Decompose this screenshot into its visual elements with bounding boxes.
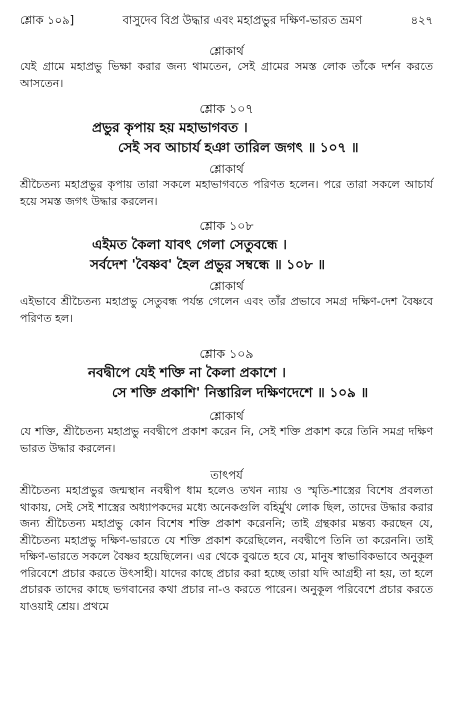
- purport-block: [20, 467, 433, 615]
- translation-text: এইভাবে শ্রীচৈতন্য মহাপ্রভু সেতুবন্ধ পর্যন্ত গেলেন এবং তাঁর প্রভাবে সমগ্র দক্ষিণ-দেশ বৈষ্ণবে পরিণত হল।: [20, 295, 433, 325]
- purport-text: শ্রীচৈতন্য মহাপ্রভুর জন্মস্থান নবদ্বীপ ধাম হলেও তখন ন্যায় ও স্মৃতি-শাস্ত্রের বিশেষ প্রবলতা থাকায়, সেই সেই শাস্ত্রের অধ্যাপকদের মধ্যে অনেকগুলি বহির্মুখ লোক ছিল, তাদের উদ্ধার করার জন্য শ্রীচৈতন্য মহাপ্রভু কোন বিশেষ শক্তি প্রকাশ করেননি; তাই গ্রন্থকার মন্তব্য করছেন যে, শ্রীচৈতন্য মহাপ্রভু দক্ষিণ-ভারতে যে শক্তি প্রকাশ করেছিলেন, নবদ্বীপে তিনি তা করেননি। তাই দক্ষিণ-ভারতে সকলে বৈষ্ণব হয়েছিলেন। এর থেকে বুঝতে হবে যে, মানুষ স্বাভাবিকভাবে অনুকূল পরিবেশে প্রচার করতে উৎসাহী। যাদের কাছে প্রচার করা হচ্ছে তারা যদি আগ্রহী না হয়, তা হলে প্রচারক তাদের কাছে ভগবানের কথা প্রচার না-ও করতে পারেন। অনুকূল পরিবেশে প্রচার করতে যাওয়াই শ্রেয়। প্রথমে: [20, 484, 433, 613]
- header-chapter-title: বাসুদেব বিপ্র উদ্ধার এবং মহাপ্রভুর দক্ষিণ-ভারত ভ্রমণ: [122, 13, 363, 27]
- translation-text: শ্রীচৈতন্য মহাপ্রভুর কৃপায় তারা সকলে মহাভাগবতে পরিণত হলেন। পরে তারা সকলে আচার্য হয়ে সমস্ত জগৎ উদ্ধার করলেন।: [20, 178, 433, 208]
- running-header: [20, 12, 433, 28]
- translation-block-106: [20, 43, 433, 92]
- verse-number: শ্লোক ১০৭: [199, 101, 254, 116]
- purport-heading: তাৎপর্য: [210, 468, 243, 482]
- translation-text: যেই গ্রামে মহাপ্রভু ভিক্ষা করার জন্য থামতেন, সেই গ্রামের সমস্ত লোক তাঁকে দর্শন করতে আসতেন।: [20, 60, 433, 90]
- translation-heading: শ্লোকার্থ: [209, 162, 244, 176]
- verse-number: শ্লোক ১০৯: [199, 346, 254, 361]
- header-verse-ref: শ্লোক ১০৯]: [20, 13, 75, 27]
- verse-number: শ্লোক ১০৮: [199, 218, 254, 233]
- verse-line-2: সেই সব আচার্য হঞা তারিল জগৎ ॥ ১০৭ ॥: [118, 140, 359, 156]
- verse-block-109: [20, 345, 433, 457]
- verse-block-108: [20, 217, 433, 327]
- translation-heading: শ্লোকার্থ: [209, 409, 244, 423]
- verse-line-1: নবদ্বীপে যেই শক্তি না কৈলা প্রকাশে ।: [88, 365, 287, 381]
- verse-line-1: প্রভুর কৃপায় হয় মহাভাগবত ।: [92, 120, 248, 136]
- verse-line-2: সর্বদেশ 'বৈষ্ণব' হৈল প্রভুর সম্বন্ধে ॥ ১০৮ ॥: [90, 257, 326, 273]
- translation-heading: শ্লোকার্থ: [209, 44, 244, 58]
- page-number: ৪২৭: [410, 13, 433, 27]
- verse-block-107: [20, 100, 433, 210]
- translation-text: যে শক্তি, শ্রীচৈতন্য মহাপ্রভু নবদ্বীপে প্রকাশ করেন নি, সেই শক্তি প্রকাশ করে তিনি সমগ্র দক্ষিণ ভারত উদ্ধার করলেন।: [20, 425, 433, 455]
- verse-line-2: সে শক্তি প্রকাশি' নিস্তারিল দক্ষিণদেশে ॥ ১০৯ ॥: [112, 385, 369, 401]
- translation-heading: শ্লোকার্থ: [209, 279, 244, 293]
- verse-line-1: এইমত কৈলা যাবৎ গেলা সেতুবন্ধে ।: [92, 237, 287, 253]
